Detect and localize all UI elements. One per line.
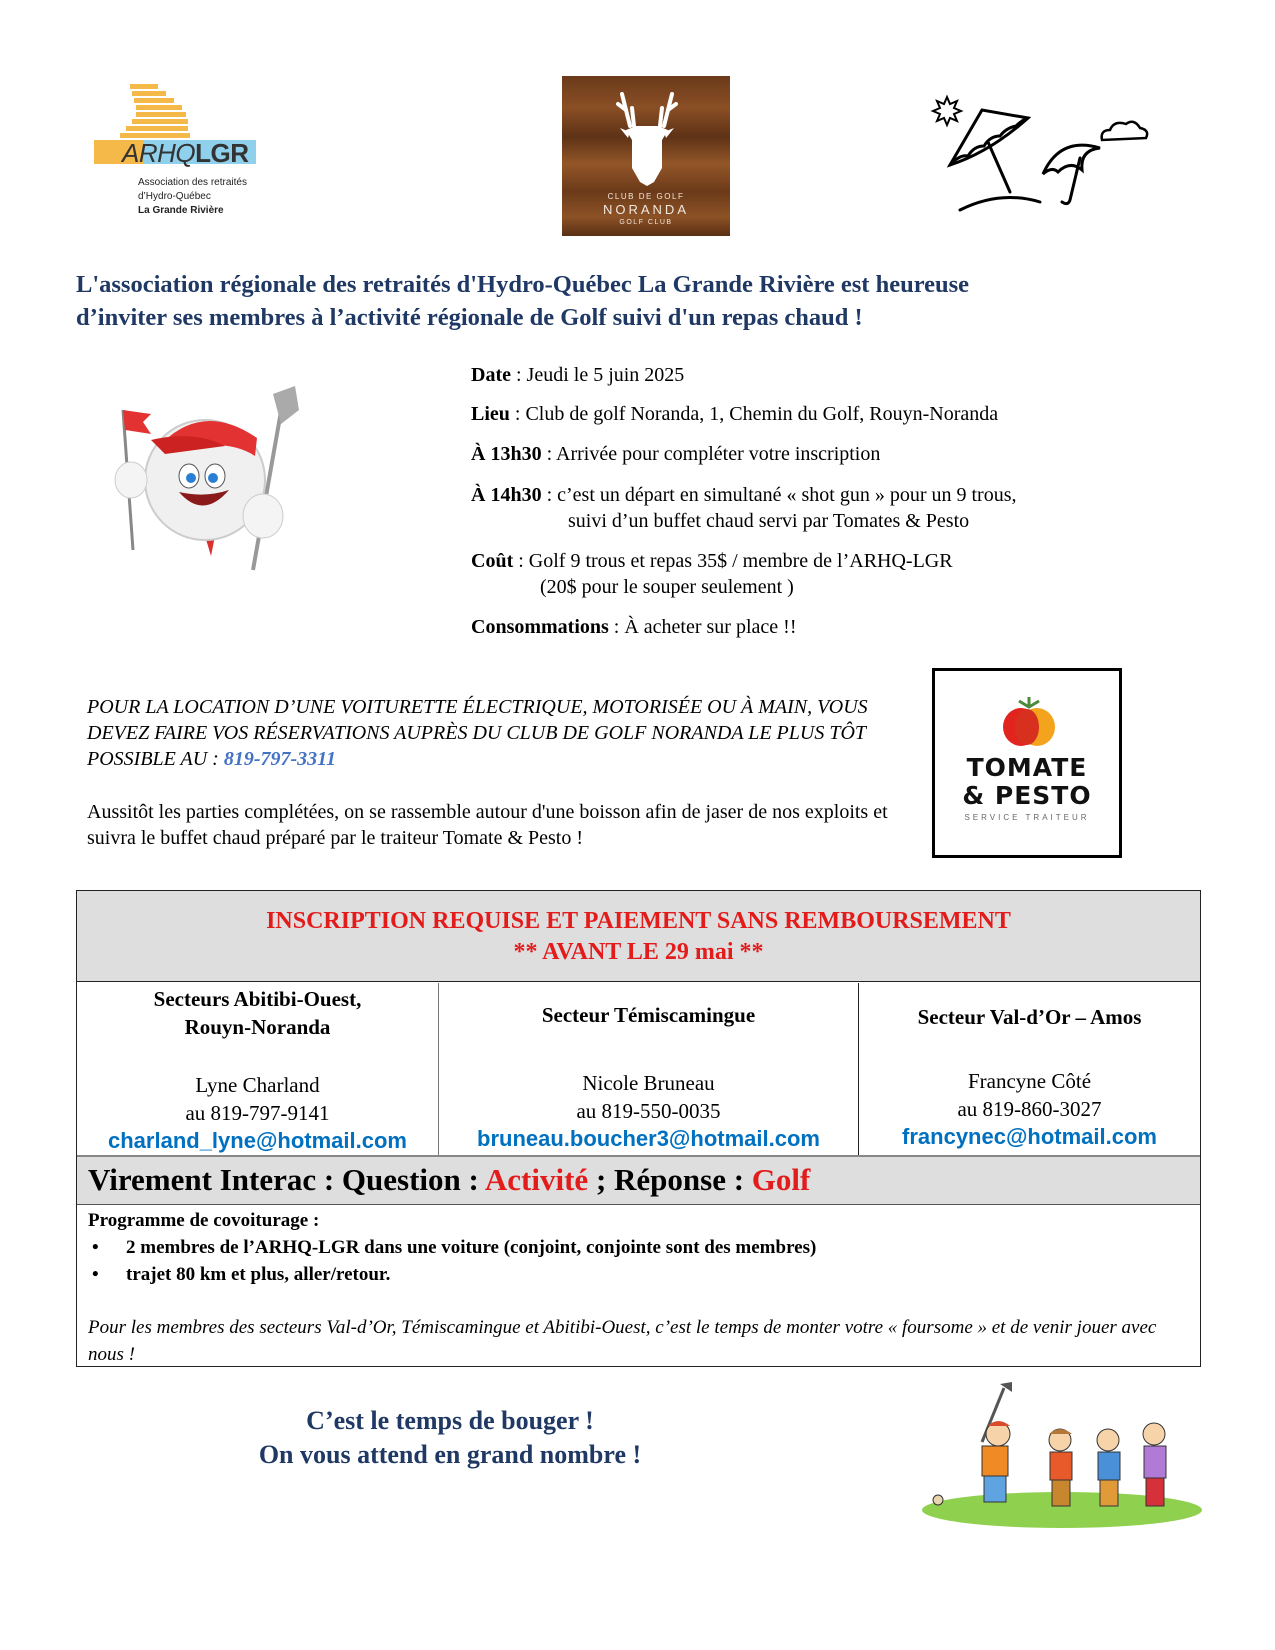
arhq-word-light: ARHQ (122, 138, 196, 168)
noranda-golf-club-logo (562, 76, 730, 236)
start-row (471, 482, 1017, 508)
start-value: : c’est un départ en simultané « shot gun » pour un 9 trous, (541, 484, 1017, 506)
sector-abitibi-rouyn (77, 983, 439, 1155)
cart-notice-text: POUR LA LOCATION D’UNE VOITURETTE ÉLECTRIQUE, MOTORISÉE OU À MAIN, VOUS DEVEZ FAIRE VOS RÉSERVATIONS AUPRÈS DU CLUB DE GOLF NORANDA LE PLUS TÔT POSSIBLE AU : (87, 696, 868, 770)
sector-title: Secteurs Abitibi-Ouest, (153, 987, 362, 1011)
cost-value-line2: (20$ pour le souper seulement ) (540, 576, 794, 598)
registration-header-line1: INSCRIPTION REQUISE ET PAIEMENT SANS REMBOURSEMENT (266, 908, 1011, 934)
registration-deadline: ** AVANT LE 29 mai ** (513, 939, 764, 965)
golf-ball-mascot-illustration (105, 380, 305, 580)
golf-club-phone: 819-797-3311 (223, 748, 337, 770)
contact-name: Lyne Charland (195, 1073, 320, 1097)
closing-line1: C’est le temps de bouger ! (306, 1406, 594, 1435)
carpool-title: Programme de covoiturage : (88, 1210, 320, 1231)
cloud-icon (1102, 122, 1147, 140)
deer-head-icon (612, 86, 682, 191)
closing-message (200, 1404, 700, 1472)
cart-rental-notice (87, 694, 917, 772)
interac-middle: ; Réponse : (588, 1162, 752, 1197)
contact-phone: au 819-860-3027 (957, 1097, 1102, 1121)
golfer-swinging (933, 1382, 1012, 1505)
noranda-line1: CLUB DE GOLF (607, 192, 685, 201)
date-row (471, 362, 684, 388)
registration-table (76, 890, 1201, 1367)
post-game-text: Aussitôt les parties complétées, on se rassemble autour d'une boisson afin de jaser de nos exploits et suivra le buffet chaud préparé par le traiteur Tomate & Pesto ! (87, 801, 888, 849)
sector-title-line2: Rouyn-Noranda (184, 1015, 331, 1039)
golfer-spectator (1143, 1423, 1166, 1506)
sector-title: Secteur Témiscamingue (541, 1003, 756, 1027)
carpool-list (88, 1234, 1188, 1288)
arrival-row (471, 441, 880, 467)
tomate-pesto-line3: SERVICE TRAITEUR (964, 813, 1090, 822)
cost-row (471, 548, 953, 574)
arhq-wordmark (122, 138, 249, 169)
start-value-line2: suivi d’un buffet chaud servi par Tomates & Pesto (568, 510, 970, 532)
arrival-value: : Arrivée pour compléter votre inscription (541, 443, 881, 465)
contact-email-link[interactable]: francynec@hotmail.com (902, 1124, 1157, 1149)
sector-title: Secteur Val-d’Or – Amos (917, 1005, 1142, 1029)
contact-email-link[interactable]: charland_lyne@hotmail.com (108, 1128, 407, 1153)
location-label: Lieu (471, 403, 510, 425)
golfer-spectator (1097, 1429, 1120, 1506)
tomate-pesto-logo (932, 668, 1122, 858)
flag-icon (123, 410, 151, 434)
golfer-spectator (1049, 1429, 1072, 1506)
cost-value: : Golf 9 trous et repas 35$ / membre de l’ARHQ-LGR (513, 550, 953, 572)
sector-val-dor-amos (859, 983, 1200, 1155)
interac-prefix: Virement Interac : Question : (88, 1162, 485, 1197)
carpool-section (88, 1207, 1188, 1368)
interac-question: Activité (484, 1162, 589, 1197)
arrival-time-label: À 13h30 (471, 443, 542, 465)
contact-phone: au 819-797-9141 (185, 1101, 330, 1125)
date-label: Date (471, 364, 511, 386)
invitation-headline (76, 268, 1236, 334)
registration-header (77, 891, 1200, 982)
interac-transfer-row (77, 1155, 1200, 1205)
tomato-icon (999, 693, 1059, 749)
carpool-note: Pour les membres des secteurs Val-d’Or, Témiscamingue et Abitibi-Ouest, c’est le temps de monter votre « foursome » et de venir jouer avec nous ! (88, 1317, 1157, 1365)
sector-temiscamingue (439, 983, 859, 1155)
start-time-label: À 14h30 (471, 484, 542, 506)
sun-icon (933, 97, 961, 125)
interac-answer: Golf (751, 1162, 811, 1197)
contact-name: Francyne Côté (967, 1069, 1092, 1093)
carpool-item: • trajet 80 km et plus, aller/retour. (88, 1261, 1188, 1288)
drinks-label: Consommations (471, 616, 609, 638)
location-value: : Club de golf Noranda, 1, Chemin du Golf, Rouyn-Noranda (509, 403, 999, 425)
drinks-row (471, 614, 796, 640)
closing-line2: On vous attend en grand nombre ! (258, 1440, 642, 1469)
contact-email-link[interactable]: bruneau.boucher3@hotmail.com (477, 1126, 820, 1151)
date-value: : Jeudi le 5 juin 2025 (510, 364, 685, 386)
tomate-pesto-line2: & PESTO (962, 781, 1092, 810)
arhq-sub-line2: d’Hydro-Québec (138, 191, 211, 202)
arhq-lgr-logo (92, 84, 262, 224)
arhq-subtitle (138, 176, 247, 218)
carpool-item: • 2 membres de l’ARHQ-LGR dans une voiture (conjoint, conjointe sont des membres) (88, 1234, 1188, 1261)
tomate-pesto-line1: TOMATE (966, 753, 1088, 782)
small-umbrella-icon (1043, 145, 1100, 203)
location-row (471, 401, 998, 427)
arhq-sub-line3: La Grande Rivière (138, 205, 224, 216)
arhq-sub-line1: Association des retraités (138, 177, 247, 188)
arhq-word-bold: LGR (195, 138, 249, 168)
beach-umbrellas-illustration (930, 92, 1200, 222)
contact-name: Nicole Bruneau (582, 1071, 715, 1095)
noranda-line2: NORANDA (602, 202, 689, 217)
contact-phone: au 819-550-0035 (576, 1099, 721, 1123)
beach-umbrella-icon (950, 110, 1040, 210)
drinks-value: : À acheter sur place !! (608, 616, 797, 638)
headline-line1: L'association régionale des retraités d'Hydro-Québec La Grande Rivière est heureuse (76, 271, 970, 298)
cost-label: Coût (471, 550, 514, 572)
golfers-cartoon-illustration (912, 1382, 1202, 1528)
noranda-line3: GOLF CLUB (619, 219, 673, 226)
headline-line2: d’inviter ses membres à l’activité régionale de Golf suivi d'un repas chaud ! (76, 304, 863, 331)
